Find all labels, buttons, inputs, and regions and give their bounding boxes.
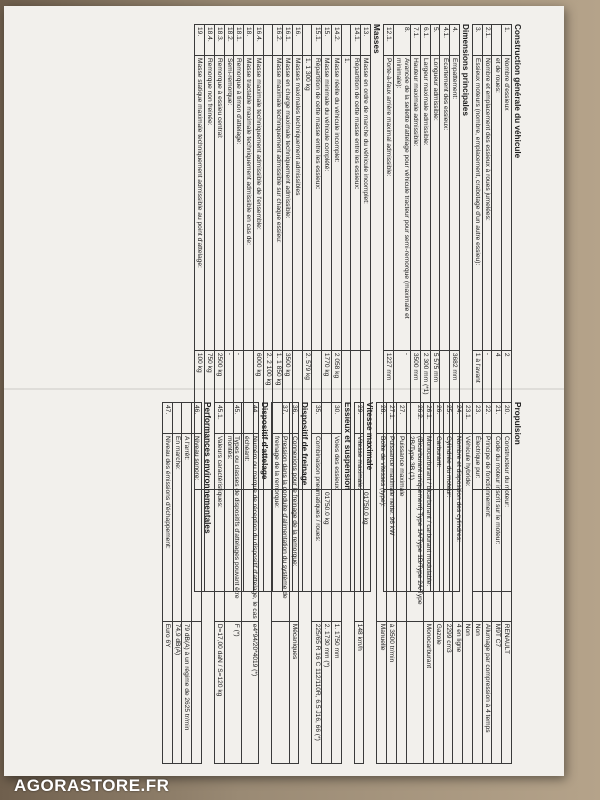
spec-table <box>376 402 512 764</box>
spec-number: 20. <box>502 403 512 434</box>
spec-number <box>182 403 192 434</box>
spec-label: Largeur maximale admissible: <box>420 56 430 351</box>
spec-value: e4*94/20*4019 (*) <box>241 621 258 763</box>
spec-row <box>354 403 364 764</box>
spec-number <box>172 403 182 434</box>
spec-value: 1. 1 850 kg <box>273 350 283 489</box>
spec-value <box>397 621 407 763</box>
spec-label: Écartement des essieux: <box>440 56 450 351</box>
spec-row <box>472 403 482 764</box>
spec-value: Monocarburant <box>424 621 434 763</box>
spec-value: Euro 6Y <box>162 621 172 763</box>
spec-label: Combinaison pneumatiques / roues: <box>312 434 322 622</box>
spec-number: 18.4. <box>204 25 214 56</box>
spec-number: 37. <box>272 403 289 434</box>
spec-value: 1770 kg <box>322 350 332 489</box>
spec-number: 26.1. <box>424 403 434 434</box>
spec-row <box>377 403 387 764</box>
document-page <box>4 6 564 776</box>
spec-number: 7.1. <box>411 25 421 56</box>
spec-label: Niveau sonore: <box>192 434 202 622</box>
spec-label: A l'arrêt: <box>182 434 192 622</box>
spec-value: 1227 mm <box>384 350 394 489</box>
spec-number: 28. <box>377 403 387 434</box>
spec-value: Mécaniques <box>289 621 299 763</box>
section-heading: Vitesse maximale <box>365 402 375 471</box>
spec-number: 16. <box>292 25 302 56</box>
spec-number <box>302 25 312 56</box>
spec-value: 225/65 R 16 C 112/110R, 6.5 J16, 66 (*) <box>312 621 322 763</box>
section-heading: Dispositif de freinage <box>300 402 310 486</box>
spec-table <box>162 402 202 764</box>
spec-label: Code du moteur inscrit sur le moteur: <box>492 434 502 622</box>
spec-value: 2. 2 100 kg <box>263 350 273 489</box>
spec-number: 26. <box>433 403 443 434</box>
spec-number: 12.1. <box>384 25 394 56</box>
spec-label <box>322 434 332 622</box>
spec-value: 6000 kg <box>253 350 263 489</box>
section-heading: Essieux et suspension <box>342 402 352 491</box>
spec-row <box>406 403 423 764</box>
section-heading: Construction générale du véhicule <box>513 24 522 159</box>
spec-value: 750 kg <box>204 350 214 489</box>
spec-row <box>214 403 224 764</box>
spec-number: 2.1. <box>482 25 492 56</box>
spec-value: Gazole <box>433 621 443 763</box>
spec-number: 18.3. <box>214 25 224 56</box>
spec-number: 24. <box>453 403 463 434</box>
spec-number <box>263 25 273 56</box>
spec-row <box>453 403 463 764</box>
spec-label: Masse maximale techniquement admissible sur chaque essieu: <box>273 56 283 351</box>
spec-label: Remorque à timon d'attelage: <box>234 56 244 351</box>
spec-label: Masse réelle du véhicule incomplet: <box>331 56 341 351</box>
spec-label: Cylindrée du moteur: <box>443 434 453 622</box>
spec-number: 4.1. <box>440 25 450 56</box>
spec-label: (Bicarburant uniquement) Type 1A/Type 1B/Type 2A/Type 2B/Type 3B (1) <box>406 434 423 622</box>
spec-row <box>463 403 473 764</box>
spec-label: Répartition de cette masse entre les essieux: <box>312 56 322 351</box>
spec-row <box>387 403 397 764</box>
spec-label: Longueur admissible: <box>430 56 440 351</box>
spec-value: 1. 1750 mm <box>331 621 341 763</box>
spec-row <box>433 403 443 764</box>
spec-table <box>214 402 259 764</box>
spec-label: Masse en charge maximale techniquement admissible: <box>283 56 293 351</box>
spec-value: RENAULT <box>502 621 512 763</box>
spec-value: 100 kg <box>195 350 205 489</box>
spec-number: 15. <box>322 25 332 56</box>
spec-value: M9T C7 <box>492 621 502 763</box>
spec-row <box>172 403 182 764</box>
spec-row <box>162 403 172 764</box>
spec-row <box>482 403 492 764</box>
spec-label: Essieux moteurs (nombre, emplacement, crabotage d'un autre essieu): <box>472 56 482 351</box>
spec-label: Voies des essieux: <box>331 434 341 622</box>
section-heading: Masses <box>372 24 381 54</box>
spec-value: 4 <box>492 350 502 489</box>
spec-number <box>322 403 332 434</box>
spec-number: 14.2. <box>331 25 341 56</box>
spec-row <box>192 403 202 764</box>
spec-label: Masse tractable maximale techniquement admissible en cas de: <box>244 56 254 351</box>
spec-number: 29. <box>354 403 364 434</box>
spec-label: Masse en ordre de marche du véhicule incomplet: <box>361 56 371 351</box>
spec-value: 3682 mm <box>450 350 460 489</box>
spec-number <box>341 25 351 56</box>
spec-label: Nombre et emplacement des essieux à roues jumelées: <box>482 56 492 351</box>
spec-row <box>289 403 299 764</box>
spec-label: 1. <box>341 56 351 351</box>
spec-value: - <box>393 350 410 489</box>
spec-label: Principe de fonctionnement: <box>482 434 492 622</box>
spec-value: 2299 cm3 <box>443 621 453 763</box>
spec-row <box>443 403 453 764</box>
spec-table <box>311 402 341 764</box>
spec-number: 35. <box>312 403 322 434</box>
spec-row <box>182 403 192 764</box>
spec-value: - <box>234 350 244 489</box>
spec-value: - <box>482 350 492 489</box>
spec-label: Puissance maximale <box>397 434 407 622</box>
spec-number: 45.1. <box>214 403 224 434</box>
spec-number: 27. <box>397 403 407 434</box>
watermark: AGORASTORE.FR <box>14 776 170 795</box>
spec-value: 4 en ligne <box>453 621 463 763</box>
spec-label: Monocarburant / bicarburant / carburant modulable: <box>424 434 434 622</box>
spec-number: 22. <box>482 403 492 434</box>
spec-value: Non <box>463 621 473 763</box>
spec-label: Nombre d'essieux <box>502 56 512 351</box>
spec-label: Nombre et disposition des cylindres: <box>453 434 463 622</box>
spec-value: 79 dB(A) à un régime de 2625 tr/min <box>182 621 192 763</box>
spec-number: 4. <box>450 25 460 56</box>
spec-label: Répartition de cette masse entre les essieux: <box>351 56 361 351</box>
spec-extra: 01750.0 kg <box>322 489 332 591</box>
spec-number: 21. <box>492 403 502 434</box>
right-column <box>162 402 524 764</box>
spec-label: Valeurs caractéristiques: <box>214 434 224 622</box>
spec-label: Semi-remorque: <box>224 56 234 351</box>
spec-table <box>354 402 365 764</box>
spec-extra: 01750.0 kg <box>361 489 371 591</box>
spec-label: Constructeur du moteur: <box>502 434 512 622</box>
spec-label: Porte-à-faux arrière maximal admissible: <box>384 56 394 351</box>
spec-number: 44. <box>241 403 258 434</box>
spec-row <box>241 403 258 764</box>
spec-label: Connexions pour le freinage de la remorque: <box>289 434 299 622</box>
spec-row <box>224 403 241 764</box>
spec-number: 13. <box>361 25 371 56</box>
spec-number <box>492 25 502 56</box>
spec-value: 3500 kg <box>283 350 293 489</box>
spec-number: 47. <box>162 403 172 434</box>
spec-label: et de roues: <box>492 56 502 351</box>
spec-label: Hauteur maximale admissible: <box>411 56 421 351</box>
section-heading: Dimensions principales <box>460 24 470 116</box>
spec-table <box>271 402 299 764</box>
spec-row <box>424 403 434 764</box>
spec-label: Remorque à essieu central: <box>214 56 224 351</box>
spec-number: 1. <box>502 25 512 56</box>
spec-label: Carburant: <box>433 434 443 622</box>
spec-label: Avancée de la sellette d'attelage pour véhicule tracteur pour semi-remorque (maximale et minimale): <box>393 56 410 351</box>
spec-value: 2 058 kg <box>331 350 341 489</box>
spec-label: Niveau des émissions d'échappement: <box>162 434 172 622</box>
spec-value: 2. 579 kg <box>302 350 312 489</box>
spec-label: Vitesse maximale: <box>354 434 364 622</box>
spec-value: Manuelle <box>377 621 387 763</box>
spec-value <box>272 621 289 763</box>
section-heading: Propulsion <box>513 402 522 445</box>
spec-number: 36. <box>289 403 299 434</box>
spec-value: F (*) <box>224 621 241 763</box>
spec-number: 18.2. <box>224 25 234 56</box>
spec-label: Véhicule hybride: <box>463 434 473 622</box>
spec-number: 23. <box>472 403 482 434</box>
spec-label: Puissance maximale nette: 96 kW <box>387 434 397 622</box>
spec-label: 1. 1 300 kg <box>302 56 312 351</box>
spec-value: 5 575 mm <box>430 350 440 489</box>
spec-label: Masse minimale du véhicule complété: <box>322 56 332 351</box>
spec-number: 16.2. <box>273 25 283 56</box>
spec-value: 1 à l'avant <box>472 350 482 489</box>
spec-number: 16.1. <box>283 25 293 56</box>
spec-label: Masse maximale techniquement admissible de l'ensemble: <box>253 56 263 351</box>
spec-row <box>331 403 341 764</box>
spec-value: D=17,00 daN / S=120 kg <box>214 621 224 763</box>
spec-number: 3. <box>472 25 482 56</box>
spec-number: 27.1. <box>387 403 397 434</box>
spec-value: 2 300 mm (*1) <box>420 350 430 489</box>
spec-value: 3500 mm <box>411 350 421 489</box>
spec-row <box>322 403 332 764</box>
spec-label: Boîte de vitesses (type): <box>377 434 387 622</box>
spec-row <box>312 403 322 764</box>
spec-row <box>397 403 407 764</box>
spec-label: Empattement: <box>450 56 460 351</box>
spec-row <box>272 403 289 764</box>
spec-label: Électrique pur: <box>472 434 482 622</box>
section-heading: Performances environnementales <box>202 402 212 534</box>
spec-number: 46. <box>192 403 202 434</box>
spec-value: Allumage par compression à 4 temps <box>482 621 492 763</box>
spec-number: 25. <box>443 403 453 434</box>
spec-label: En marche: <box>172 434 182 622</box>
spec-value <box>406 621 423 763</box>
spec-number: 16.4. <box>253 25 263 56</box>
spec-label: Types ou classes de dispositifs d'attelages pouvant être montés: <box>224 434 241 622</box>
spec-value: - <box>224 350 234 489</box>
spec-value <box>192 621 202 763</box>
spec-label: Masse statique maximale techniquement admissible au point d'attelage: <box>195 56 205 351</box>
spec-value: 148 km/h <box>354 621 364 763</box>
spec-number: 23.1. <box>463 403 473 434</box>
spec-value: à 3500 tr/min <box>387 621 397 763</box>
spec-label: Masses maximales techniquement admissibles <box>292 56 302 351</box>
spec-number: 15.1. <box>312 25 322 56</box>
spec-value: Non <box>472 621 482 763</box>
spec-number: 14.1. <box>351 25 361 56</box>
spec-value: 2 <box>502 350 512 489</box>
spec-number: 6.1. <box>420 25 430 56</box>
spec-label <box>263 56 273 351</box>
spec-value: 2500 kg <box>214 350 224 489</box>
spec-number: 18.1. <box>234 25 244 56</box>
spec-number: 30. <box>331 403 341 434</box>
spec-number: 8. <box>393 25 410 56</box>
spec-value: 74,9 dB(A) <box>172 621 182 763</box>
spec-label: Pression dans la conduite d'alimentation du système de freinage de la remorque: <box>272 434 289 622</box>
spec-value: 2. 1730 mm (*) <box>322 621 332 763</box>
spec-number: 19. <box>195 25 205 56</box>
section-heading: Dispositif d'attelage <box>260 402 270 480</box>
spec-row <box>492 403 502 764</box>
spec-label: Numéro ou marque de réception du dispositif d'attelage, le cas échéant: <box>241 434 258 622</box>
spec-number: 26.2. <box>406 403 423 434</box>
spec-number: 5. <box>430 25 440 56</box>
spec-number: 18. <box>244 25 254 56</box>
spec-label: Remorque non freinée: <box>204 56 214 351</box>
spec-row <box>502 403 512 764</box>
spec-number: 45. <box>224 403 241 434</box>
